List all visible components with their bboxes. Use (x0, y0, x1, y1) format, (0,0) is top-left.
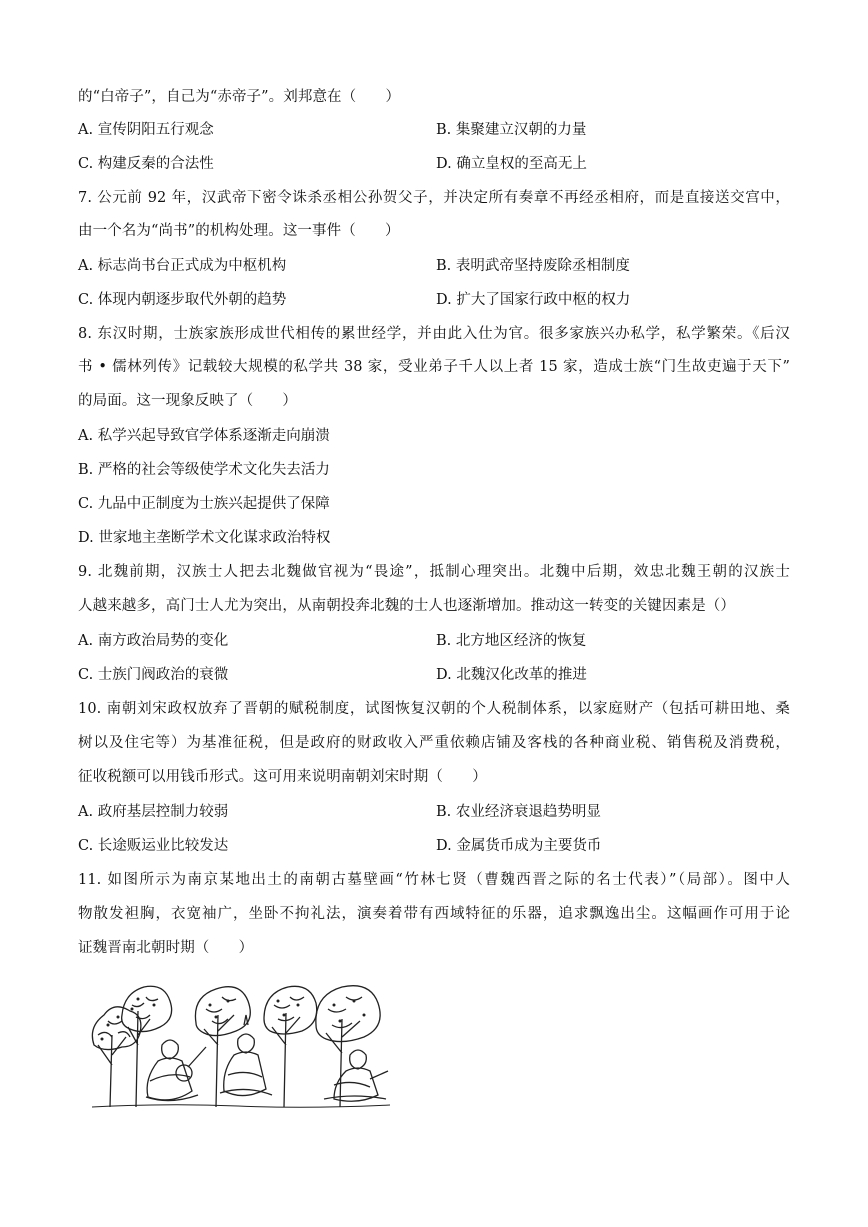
q10-option-c[interactable]: C. 长途贩运业比较发达 (78, 838, 229, 854)
q9-option-c[interactable]: C. 士族门阀政治的衰微 (78, 667, 229, 683)
q10-stem-line-3: 征收税额可以用钱币形式。这可用来说明南朝刘宋时期（ ） (78, 769, 487, 785)
q9-option-b[interactable]: B. 北方地区经济的恢复 (436, 633, 587, 649)
q8-stem-line-3: 的局面。这一现象反映了（ ） (78, 393, 297, 409)
q6-option-a[interactable]: A. 宣传阴阳五行观念 (78, 122, 214, 138)
q7-stem-line-1: 7. 公元前 92 年，汉武帝下密令诛杀丞相公孙贺父子，并决定所有奏章不再经丞相府，而是直接送交宫中， (78, 190, 790, 206)
q8-option-b[interactable]: B. 严格的社会等级使学术文化失去活力 (78, 462, 330, 478)
q10-stem-line-2: 树以及住宅等）为基准征税，但是政府的财政收入严重依赖店铺及客栈的各种商业税、销售税及消费税， (78, 735, 790, 751)
q11-stem-line-3: 证魏晋南北朝时期（ ） (78, 940, 254, 956)
q9-stem-line-1: 9. 北魏前期，汉族士人把去北魏做官视为“畏途”，抵制心理突出。北魏中后期，效忠北魏王朝的汉族士 (78, 564, 790, 580)
q10-stem-line-1: 10. 南朝刘宋政权放弃了晋朝的赋税制度，试图恢复汉朝的个人税制体系，以家庭财产（包括可耕田地、桑 (78, 701, 790, 717)
q7-option-c[interactable]: C. 体现内朝逐步取代外朝的趋势 (78, 292, 287, 308)
q6-option-d[interactable]: D. 确立皇权的至高无上 (436, 156, 587, 172)
q9-option-d[interactable]: D. 北魏汉化改革的推进 (436, 667, 587, 683)
q6-stem-tail: 的“白帝子”，自己为“赤帝子”。刘邦意在（ ） (78, 89, 401, 105)
q11-stem-line-2: 物散发袒胸，衣宽袖广，坐卧不拘礼法，演奏着带有西域特征的乐器，追求飘逸出尘。这幅画作可用于论 (78, 906, 790, 922)
q8-option-c[interactable]: C. 九品中正制度为士族兴起提供了保障 (78, 496, 330, 512)
q11-stem-line-1: 11. 如图所示为南京某地出土的南朝古墓壁画“竹林七贤（曹魏西晋之际的名士代表）”（局部）。图中人 (78, 872, 790, 888)
q9-option-a[interactable]: A. 南方政治局势的变化 (78, 633, 229, 649)
q8-stem-line-2: 书 • 儒林列传》记载较大规模的私学共 38 家，受业弟子千人以上者 15 家，造成士族“门生故吏遍于天下” (78, 359, 790, 375)
q10-option-d[interactable]: D. 金属货币成为主要货币 (436, 838, 602, 854)
q7-option-d[interactable]: D. 扩大了国家行政中枢的权力 (436, 292, 631, 308)
q8-option-d[interactable]: D. 世家地主垄断学术文化谋求政治特权 (78, 530, 331, 546)
q8-stem-line-1: 8. 东汉时期，士族家族形成世代相传的累世经学，并由此入仕为官。很多家族兴办私学，私学繁荣。《后汉 (78, 326, 790, 342)
q7-option-b[interactable]: B. 表明武帝坚持废除丞相制度 (436, 258, 630, 274)
q9-stem-line-2: 人越来越多，高门士人尤为突出，从南朝投奔北魏的士人也逐渐增加。推动这一转变的关键因素是（） (78, 598, 735, 614)
q10-option-a[interactable]: A. 政府基层控制力较弱 (78, 804, 229, 820)
q8-option-a[interactable]: A. 私学兴起导致官学体系逐渐走向崩溃 (78, 428, 330, 444)
q6-option-b[interactable]: B. 集聚建立汉朝的力量 (436, 122, 587, 138)
q6-option-c[interactable]: C. 构建反秦的合法性 (78, 156, 214, 172)
bamboo-grove-mural-image (88, 975, 394, 1113)
q10-option-b[interactable]: B. 农业经济衰退趋势明显 (436, 804, 601, 820)
q7-stem-line-2: 由一个名为“尚书”的机构处理。这一事件（ ） (78, 223, 400, 239)
q7-option-a[interactable]: A. 标志尚书台正式成为中枢机构 (78, 258, 287, 274)
